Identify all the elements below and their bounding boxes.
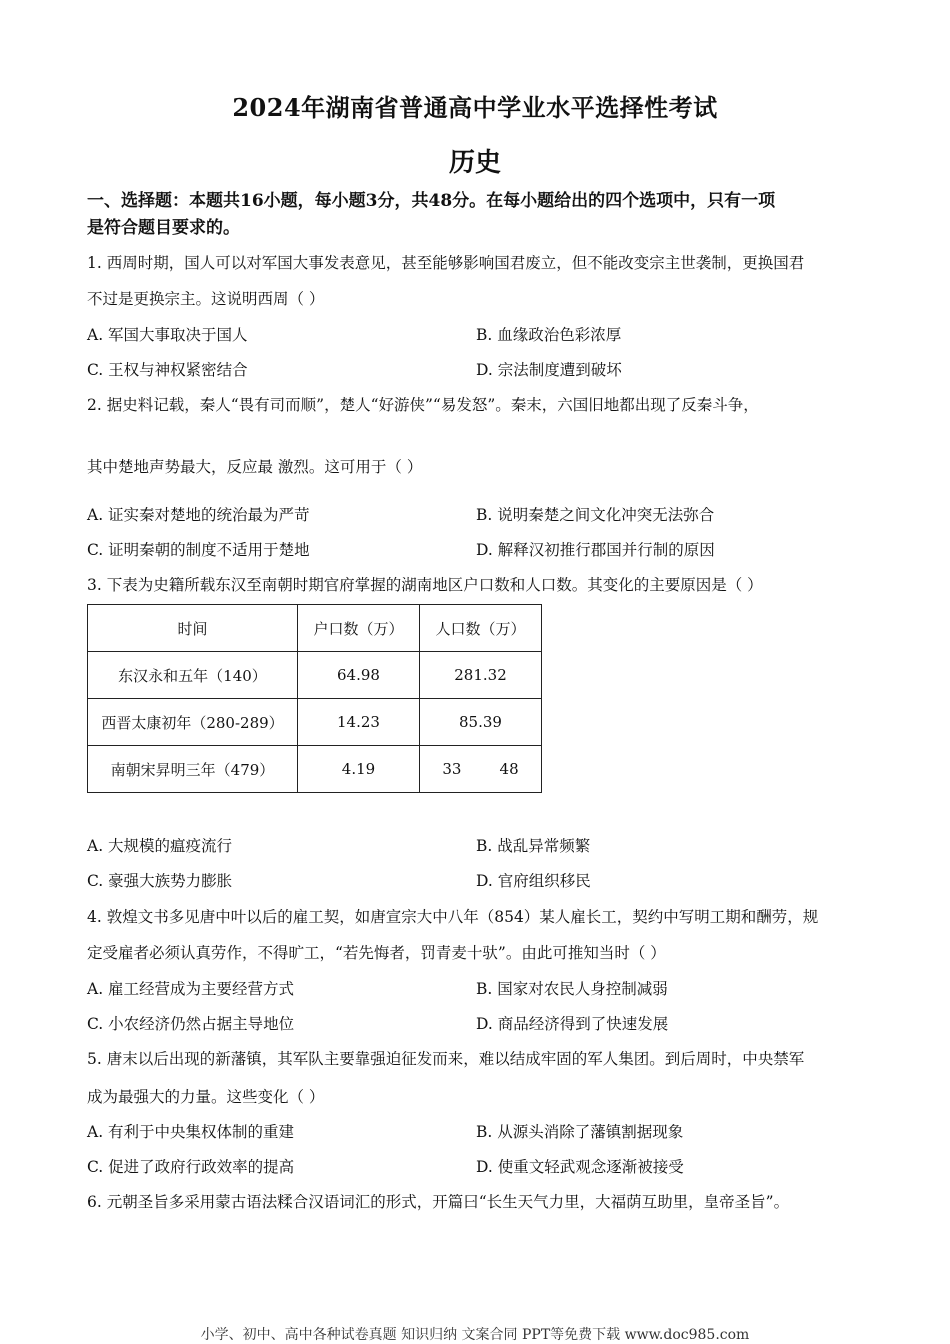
- table-cell: 64.98: [298, 652, 420, 699]
- q5-option-c: C. 促进了政府行政效率的提高: [87, 1158, 295, 1176]
- q2-option-b: B. 说明秦楚之间文化冲突无法弥合: [476, 506, 715, 524]
- q2-stem-line-1: 2. 据史料记载，秦人“畏有司而顺”，楚人“好游侠”“易发怒”。秦末，六国旧地都出现了反秦斗争，: [87, 396, 759, 414]
- population-table: [87, 604, 542, 793]
- q2-option-d: D. 解释汉初推行郡国并行制的原因: [476, 541, 715, 559]
- table-cell: 4.19: [298, 746, 420, 793]
- q6-stem-line-1: 6. 元朝圣旨多采用蒙古语法糅合汉语词汇的形式，开篇曰“长生天气力里，大福荫互助里，皇帝圣旨”。: [87, 1193, 790, 1211]
- q3-stem: 3. 下表为史籍所载东汉至南朝时期官府掌握的湖南地区户口数和人口数。其变化的主要原因是（ ）: [87, 576, 763, 594]
- q5-option-d: D. 使重文轻武观念逐渐被接受: [476, 1158, 684, 1176]
- q4-option-c: C. 小农经济仍然占据主导地位: [87, 1015, 295, 1033]
- q1-option-c: C. 王权与神权紧密结合: [87, 361, 248, 379]
- q2-stem-line-2: 其中楚地声势最大，反应最 激烈。这可用于（ ）: [87, 458, 423, 476]
- q2-option-c: C. 证明秦朝的制度不适用于楚地: [87, 541, 310, 559]
- table-row: [88, 746, 542, 793]
- exam-title: 2024年湖南省普通高中学业水平选择性考试: [232, 93, 718, 122]
- q5-stem-line-2: 成为最强大的力量。这些变化（ ）: [87, 1088, 325, 1106]
- q4-stem-line-2: 定受雇者必须认真劳作，不得旷工，“若先悔者，罚青麦十驮”。由此可推知当时（ ）: [87, 944, 666, 962]
- q3-option-d: D. 官府组织移民: [476, 872, 591, 890]
- table-cell: 85.39: [420, 699, 542, 746]
- q4-option-a: A. 雇工经营成为主要经营方式: [87, 980, 295, 998]
- table-header-cell: 时间: [88, 605, 298, 652]
- table-header-cell: 人口数（万）: [420, 605, 542, 652]
- q1-option-a: A. 军国大事取决于国人: [87, 326, 248, 344]
- q3-option-a: A. 大规模的瘟疫流行: [87, 837, 233, 855]
- table-row: [88, 699, 542, 746]
- section-heading-line-2: 是符合题目要求的。: [87, 218, 240, 238]
- q1-option-b: B. 血缘政治色彩浓厚: [476, 326, 622, 344]
- q4-stem-line-1: 4. 敦煌文书多见唐中叶以后的雇工契，如唐宣宗大中八年（854）某人雇长工，契约中写明工期和酬劳，规: [87, 908, 819, 926]
- page-footer: 小学、初中、高中各种试卷真题 知识归纳 文案合同 PPT等免费下载 www.doc985.com: [200, 1327, 750, 1343]
- table-cell: 西晋太康初年（280-289）: [88, 699, 298, 746]
- section-heading: [87, 188, 877, 242]
- table-row: [88, 652, 542, 699]
- q1-stem-line-2: 不过是更换宗主。这说明西周（ ）: [87, 290, 325, 308]
- table-cell: 东汉永和五年（140）: [88, 652, 298, 699]
- table-cell: 南朝宋昇明三年（479）: [88, 746, 298, 793]
- table-cell: 14.23: [298, 699, 420, 746]
- q5-option-a: A. 有利于中央集权体制的重建: [87, 1123, 295, 1141]
- table-header-row: [88, 605, 542, 652]
- table-cell: 33 48: [420, 746, 542, 793]
- q5-option-b: B. 从源头消除了藩镇割据现象: [476, 1123, 684, 1141]
- q1-option-d: D. 宗法制度遭到破坏: [476, 361, 622, 379]
- q4-option-d: D. 商品经济得到了快速发展: [476, 1015, 669, 1033]
- q4-option-b: B. 国家对农民人身控制减弱: [476, 980, 668, 998]
- section-heading-line-1: 一、选择题：本题共16小题，每小题3分，共48分。在每小题给出的四个选项中，只有一项: [87, 191, 776, 211]
- q3-option-b: B. 战乱异常频繁: [476, 837, 591, 855]
- q2-option-a: A. 证实秦对楚地的统治最为严苛: [87, 506, 310, 524]
- q1-stem-line-1: 1. 西周时期，国人可以对军国大事发表意见，甚至能够影响国君废立，但不能改变宗主世袭制，更换国君: [87, 254, 805, 272]
- table-header-cell: 户口数（万）: [298, 605, 420, 652]
- subject-title: 历史: [448, 148, 501, 178]
- q3-option-c: C. 豪强大族势力膨胀: [87, 872, 233, 890]
- table-cell: 281.32: [420, 652, 542, 699]
- q5-stem-line-1: 5. 唐末以后出现的新藩镇，其军队主要靠强迫征发而来，难以结成牢固的军人集团。到后周时，中央禁军: [87, 1050, 805, 1068]
